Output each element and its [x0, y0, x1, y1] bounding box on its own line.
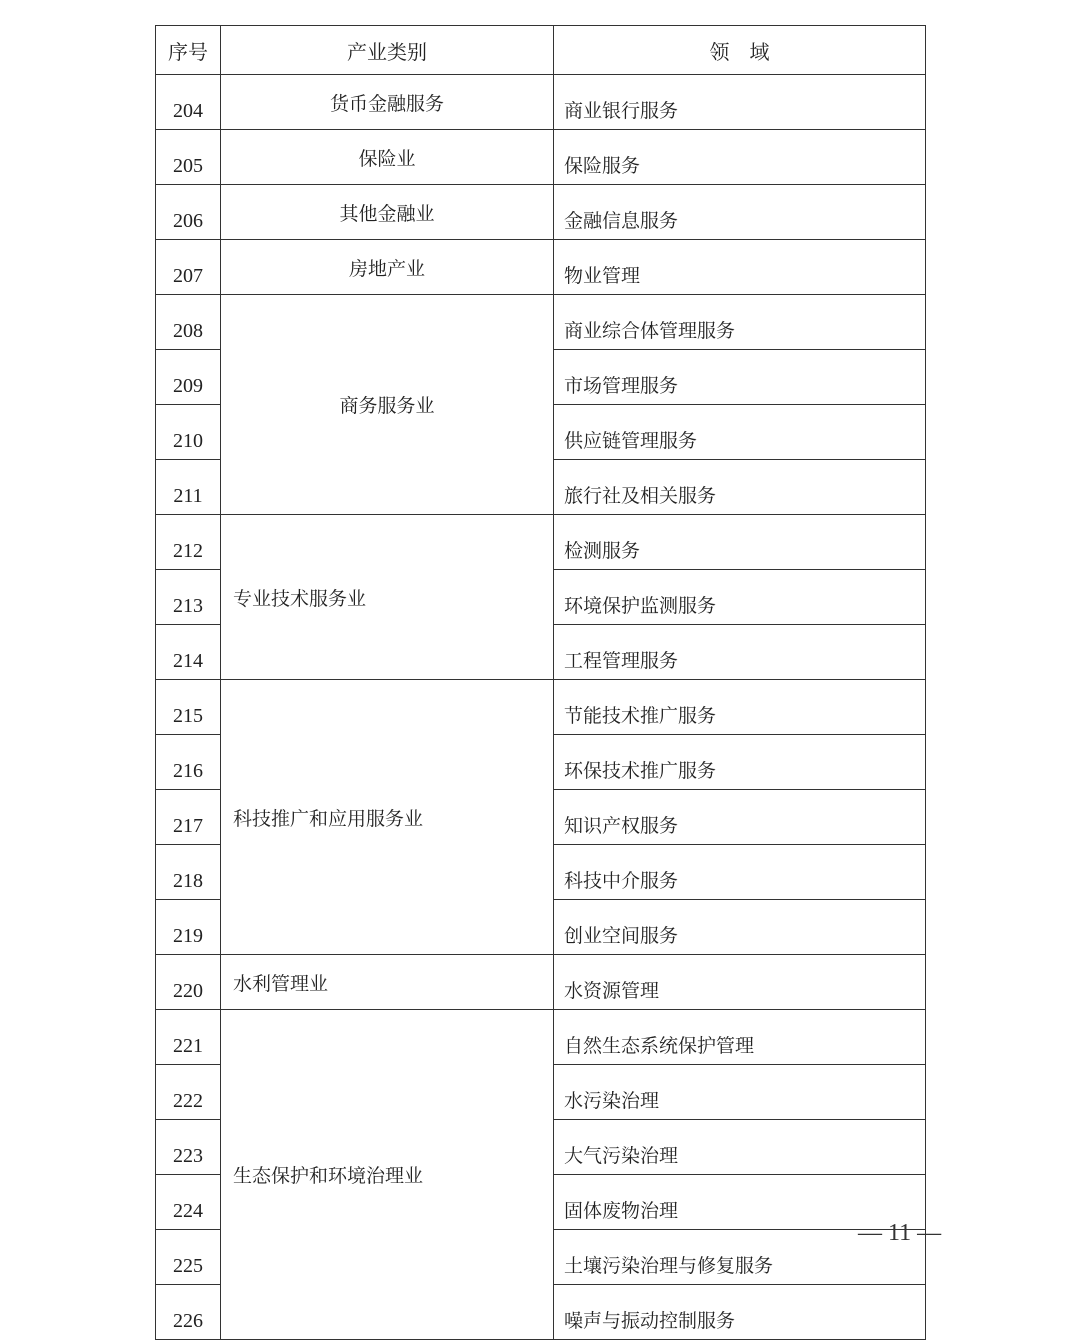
row-field: 科技中介服务: [554, 845, 926, 900]
row-num: 221: [156, 1010, 221, 1065]
row-num: 208: [156, 295, 221, 350]
table-row: [156, 130, 926, 185]
row-field: 金融信息服务: [554, 185, 926, 240]
table-header-row: [156, 26, 926, 75]
row-num: 226: [156, 1285, 221, 1340]
row-field: 土壤污染治理与修复服务: [554, 1230, 926, 1285]
row-category: 房地产业: [221, 240, 554, 295]
row-field: 知识产权服务: [554, 790, 926, 845]
table-row: [156, 75, 926, 130]
row-field: 供应链管理服务: [554, 405, 926, 460]
row-field: 工程管理服务: [554, 625, 926, 680]
row-num: 207: [156, 240, 221, 295]
row-field: 检测服务: [554, 515, 926, 570]
row-category: 保险业: [221, 130, 554, 185]
row-num: 215: [156, 680, 221, 735]
row-field: 水污染治理: [554, 1065, 926, 1120]
row-num: 216: [156, 735, 221, 790]
header-num: 序号: [156, 26, 221, 75]
table-row: [156, 680, 926, 735]
row-field: 自然生态系统保护管理: [554, 1010, 926, 1065]
table-row: [156, 955, 926, 1010]
row-category: 生态保护和环境治理业: [221, 1010, 554, 1340]
table-row: [156, 295, 926, 350]
row-field: 水资源管理: [554, 955, 926, 1010]
row-category: 货币金融服务: [221, 75, 554, 130]
row-category: 商务服务业: [221, 295, 554, 515]
row-category: 专业技术服务业: [221, 515, 554, 680]
row-category: 科技推广和应用服务业: [221, 680, 554, 955]
row-num: 219: [156, 900, 221, 955]
row-num: 218: [156, 845, 221, 900]
row-num: 224: [156, 1175, 221, 1230]
row-num: 222: [156, 1065, 221, 1120]
row-num: 204: [156, 75, 221, 130]
table-row: [156, 1010, 926, 1065]
row-field: 节能技术推广服务: [554, 680, 926, 735]
row-field: 保险服务: [554, 130, 926, 185]
row-num: 209: [156, 350, 221, 405]
row-num: 220: [156, 955, 221, 1010]
row-field: 噪声与振动控制服务: [554, 1285, 926, 1340]
row-category: 其他金融业: [221, 185, 554, 240]
row-num: 225: [156, 1230, 221, 1285]
row-num: 217: [156, 790, 221, 845]
row-num: 210: [156, 405, 221, 460]
row-num: 206: [156, 185, 221, 240]
table-row: [156, 240, 926, 295]
row-field: 市场管理服务: [554, 350, 926, 405]
row-num: 212: [156, 515, 221, 570]
industry-table: [155, 25, 926, 1340]
row-num: 205: [156, 130, 221, 185]
row-field: 旅行社及相关服务: [554, 460, 926, 515]
row-field: 环保技术推广服务: [554, 735, 926, 790]
table-row: [156, 515, 926, 570]
row-field: 商业综合体管理服务: [554, 295, 926, 350]
row-field: 物业管理: [554, 240, 926, 295]
row-category: 水利管理业: [221, 955, 554, 1010]
header-field: 领 域: [554, 26, 926, 75]
row-num: 213: [156, 570, 221, 625]
page-number: — 11 —: [858, 1220, 942, 1246]
header-category: 产业类别: [221, 26, 554, 75]
row-num: 223: [156, 1120, 221, 1175]
row-field: 创业空间服务: [554, 900, 926, 955]
row-num: 211: [156, 460, 221, 515]
row-field: 商业银行服务: [554, 75, 926, 130]
row-field: 固体废物治理: [554, 1175, 926, 1230]
table-row: [156, 185, 926, 240]
row-field: 环境保护监测服务: [554, 570, 926, 625]
row-field: 大气污染治理: [554, 1120, 926, 1175]
row-num: 214: [156, 625, 221, 680]
